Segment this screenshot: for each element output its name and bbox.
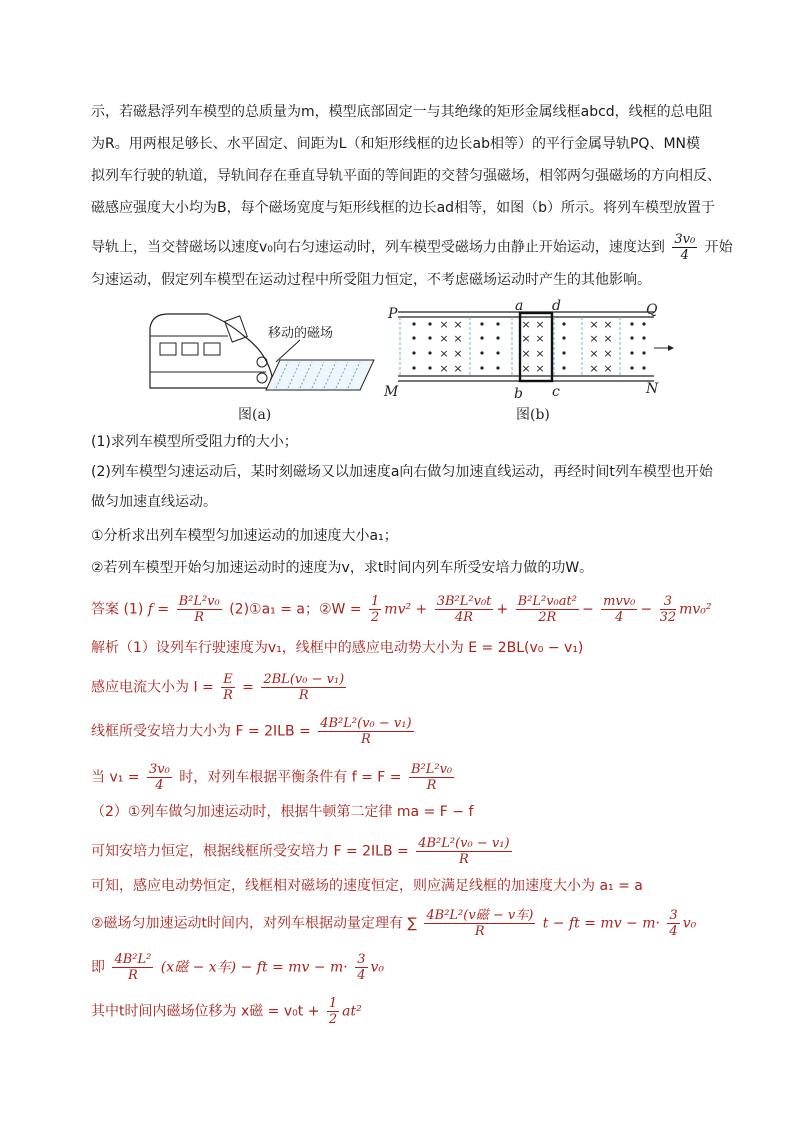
answer-part2: (2)①a₁ = a；②W = xyxy=(229,601,362,618)
fraction xyxy=(601,594,637,625)
answer-term-2: + xyxy=(496,601,509,618)
svg-text:×: × xyxy=(535,347,545,360)
fraction-numerator: 3 xyxy=(357,952,366,967)
fraction xyxy=(112,952,153,983)
svg-text:×: × xyxy=(603,362,613,375)
fraction-denominator: 2 xyxy=(328,1012,338,1027)
figure-a-train-diagram xyxy=(148,306,380,398)
fraction-numerator: 3v₀ xyxy=(148,762,170,777)
analysis-text: v₀ xyxy=(370,959,385,976)
analysis-line-10 xyxy=(91,996,362,1027)
label-N: N xyxy=(646,381,659,397)
fraction xyxy=(355,952,367,983)
answer-term-3: − xyxy=(581,601,594,618)
fraction-numerator: 2BL(v₀ − v₁) xyxy=(263,672,345,687)
fraction-denominator: 4 xyxy=(669,924,678,939)
svg-text:×: × xyxy=(603,332,613,345)
svg-text:×: × xyxy=(521,347,531,360)
fraction xyxy=(435,594,494,625)
fraction xyxy=(327,996,339,1027)
fraction-3v0-over-4 xyxy=(672,232,697,263)
svg-text:×: × xyxy=(439,362,449,375)
analysis-text: (x磁 − x车) − ft = mv − m· xyxy=(160,959,348,976)
fraction-denominator: R xyxy=(128,968,138,983)
svg-text:×: × xyxy=(521,362,531,375)
fraction-numerator: 4B²L²(v₀ − v₁) xyxy=(418,836,510,851)
analysis-text: 时，对列车根据平衡条件有 f = F = xyxy=(179,769,402,786)
fraction-numerator: B²L²v₀at² xyxy=(517,594,577,609)
fraction xyxy=(221,672,235,703)
fraction-numerator: 3B²L²v₀t xyxy=(436,594,492,609)
fraction-denominator: 2 xyxy=(371,610,380,625)
svg-text:×: × xyxy=(535,332,545,345)
svg-text:×: × xyxy=(453,347,463,360)
svg-text:×: × xyxy=(439,347,449,360)
analysis-line-3 xyxy=(91,716,417,747)
svg-text:×: × xyxy=(589,332,599,345)
fraction-denominator: 4 xyxy=(615,610,624,625)
svg-text:×: × xyxy=(535,362,545,375)
svg-text:×: × xyxy=(439,318,449,331)
field-crosses xyxy=(439,318,612,375)
analysis-text: 即 xyxy=(91,959,105,976)
problem-line-5b: 开始 xyxy=(704,239,733,256)
fraction-numerator: mvv₀ xyxy=(603,594,636,609)
svg-text:×: × xyxy=(589,347,599,360)
analysis-line-1: 解析（1）设列车行驶速度为v₁，线框中的感应电动势大小为 E = 2BL(v₀ − v₁) xyxy=(91,640,584,656)
fraction-numerator: E xyxy=(223,672,233,687)
label-P: P xyxy=(388,306,398,322)
svg-text:×: × xyxy=(589,318,599,331)
fraction-denominator: 4 xyxy=(680,248,689,263)
answer-term-4: − xyxy=(640,601,653,618)
svg-text:×: × xyxy=(521,318,531,331)
fraction-numerator: 4B²L²(v₀ − v₁) xyxy=(320,716,412,731)
fraction xyxy=(416,836,511,867)
figure-a-caption: 图(a) xyxy=(238,407,272,423)
answer-term-5: mv₀² xyxy=(679,601,712,618)
answer-label: 答案 xyxy=(91,601,119,618)
fraction xyxy=(660,594,677,625)
fraction-denominator: R xyxy=(223,688,233,703)
fraction-denominator: R xyxy=(426,778,437,793)
figure-b-rail-diagram xyxy=(386,300,676,400)
svg-text:×: × xyxy=(603,347,613,360)
fraction-numerator: 3v₀ xyxy=(674,232,696,247)
fraction-denominator: R xyxy=(194,610,205,625)
analysis-text: t − ft = mv − m· xyxy=(542,915,660,932)
fraction-numerator: 4B²L²(v磁 − v车) xyxy=(426,908,534,923)
svg-text:×: × xyxy=(453,318,463,331)
answer-part1-prefix: (1) xyxy=(123,601,144,618)
fraction xyxy=(424,908,535,939)
problem-line-5a: 导轨上，当交替磁场以速度v₀向右匀速运动时，列车模型受磁场力由静止开始运动，速度达到 xyxy=(91,239,665,256)
fraction xyxy=(369,594,381,625)
analysis-line-9 xyxy=(91,952,384,983)
fraction-denominator: R xyxy=(360,732,371,747)
fraction-numerator: 4B²L² xyxy=(114,952,152,967)
analysis-line-7: 可知，感应电动势恒定，线框相对磁场的速度恒定，则应满足线框的加速度大小为 a₁ = a xyxy=(91,878,643,894)
analysis-text: 感应电流大小为 I = xyxy=(91,679,214,696)
question-2-line-1: (2)列车模型匀速运动后，某时刻磁场又以加速度a向右做匀加速直线运动，再经时间t列车模型也开始 xyxy=(91,464,713,480)
analysis-text: = xyxy=(242,679,254,696)
analysis-text: 当 v₁ = xyxy=(91,769,140,786)
fraction-denominator: R xyxy=(458,852,469,867)
svg-text:×: × xyxy=(603,318,613,331)
label-M: M xyxy=(384,384,399,400)
fraction-denominator: R xyxy=(298,688,309,703)
fraction xyxy=(409,762,454,793)
fraction-denominator: 32 xyxy=(659,610,677,625)
analysis-text: ②磁场匀加速运动t时间内，对列车根据动量定理有 ∑ xyxy=(91,915,417,932)
fraction-denominator: 4 xyxy=(357,968,366,983)
fraction-numerator: 3 xyxy=(660,594,677,610)
fraction-numerator: B²L²v₀ xyxy=(178,594,220,609)
problem-line-5 xyxy=(91,232,733,263)
svg-text:×: × xyxy=(453,362,463,375)
problem-line-6: 匀速运动，假定列车模型在运动过程中所受阻力恒定，不考虑磁场运动时产生的其他影响。 xyxy=(91,272,651,288)
label-c: c xyxy=(552,384,560,400)
fraction-numerator: 1 xyxy=(371,594,380,609)
question-2-1: ①分析求出列车模型匀加速运动的加速度大小a₁； xyxy=(91,528,398,544)
analysis-line-8 xyxy=(91,908,696,939)
svg-text:×: × xyxy=(589,362,599,375)
fraction-numerator: 1 xyxy=(328,996,338,1011)
analysis-text: 其中t时间内磁场位移为 x磁 = v₀t + xyxy=(91,1003,320,1020)
svg-text:×: × xyxy=(453,332,463,345)
question-1: (1)求列车模型所受阻力f的大小； xyxy=(91,434,298,450)
fraction xyxy=(147,762,172,793)
problem-line-3: 拟列车行驶的轨道，导轨间存在垂直导轨平面的等间距的交替匀强磁场，相邻两匀强磁场的方向相反、 xyxy=(91,168,721,184)
problem-line-4: 磁感应强度大小均为B，每个磁场宽度与矩形线框的边长ad相等，如图（b）所示。将列车模型放置于 xyxy=(91,200,715,216)
question-2-2: ②若列车模型开始匀加速运动时的速度为v，求t时间内列车所受安培力做的功W。 xyxy=(91,560,594,576)
analysis-text: v₀ xyxy=(682,915,697,932)
label-a: a xyxy=(515,298,524,314)
fraction xyxy=(261,672,346,703)
analysis-line-6 xyxy=(91,836,515,867)
analysis-text: 可知安培力恒定，根据线框所受安培力 F = 2ILB = xyxy=(91,843,409,860)
fraction-denominator: 4 xyxy=(155,778,164,793)
problem-line-1: 示，若磁悬浮列车模型的总质量为m，模型底部固定一与其绝缘的矩形金属线框abcd，线框的总电阻 xyxy=(91,104,713,120)
analysis-line-5: （2）①列车做匀加速运动时，根据牛顿第二定律 ma = F − f xyxy=(91,804,474,820)
fraction-numerator: B²L²v₀ xyxy=(410,762,453,777)
fraction-denominator: 4R xyxy=(455,610,474,625)
label-Q: Q xyxy=(646,302,658,318)
problem-line-2: 为R。用两根足够长、水平固定、间距为L（和矩形线框的边长ab相等）的平行金属导轨PQ、MN模 xyxy=(91,136,701,152)
analysis-text: 线框所受安培力大小为 F = 2ILB = xyxy=(91,723,311,740)
question-2-line-2: 做匀加速直线运动。 xyxy=(91,494,217,510)
fraction-denominator: R xyxy=(474,924,485,939)
analysis-text: at² xyxy=(342,1003,362,1020)
answer-part1-lhs: f = xyxy=(147,601,170,618)
svg-text:×: × xyxy=(521,332,531,345)
analysis-line-2 xyxy=(91,672,349,703)
fraction xyxy=(318,716,413,747)
answer-term-1: mv² + xyxy=(384,601,428,618)
fraction-numerator: 3 xyxy=(669,908,678,923)
fraction xyxy=(667,908,679,939)
svg-text:×: × xyxy=(535,318,545,331)
label-b: b xyxy=(514,386,523,402)
label-d: d xyxy=(552,298,561,314)
figure-a-label: 移动的磁场 xyxy=(268,326,334,341)
fraction xyxy=(516,594,579,625)
fraction xyxy=(177,594,222,625)
svg-text:×: × xyxy=(439,332,449,345)
answer-line xyxy=(91,594,712,625)
figure-b-caption: 图(b) xyxy=(516,407,550,423)
analysis-line-4 xyxy=(91,762,457,793)
fraction-denominator: 2R xyxy=(538,610,557,625)
